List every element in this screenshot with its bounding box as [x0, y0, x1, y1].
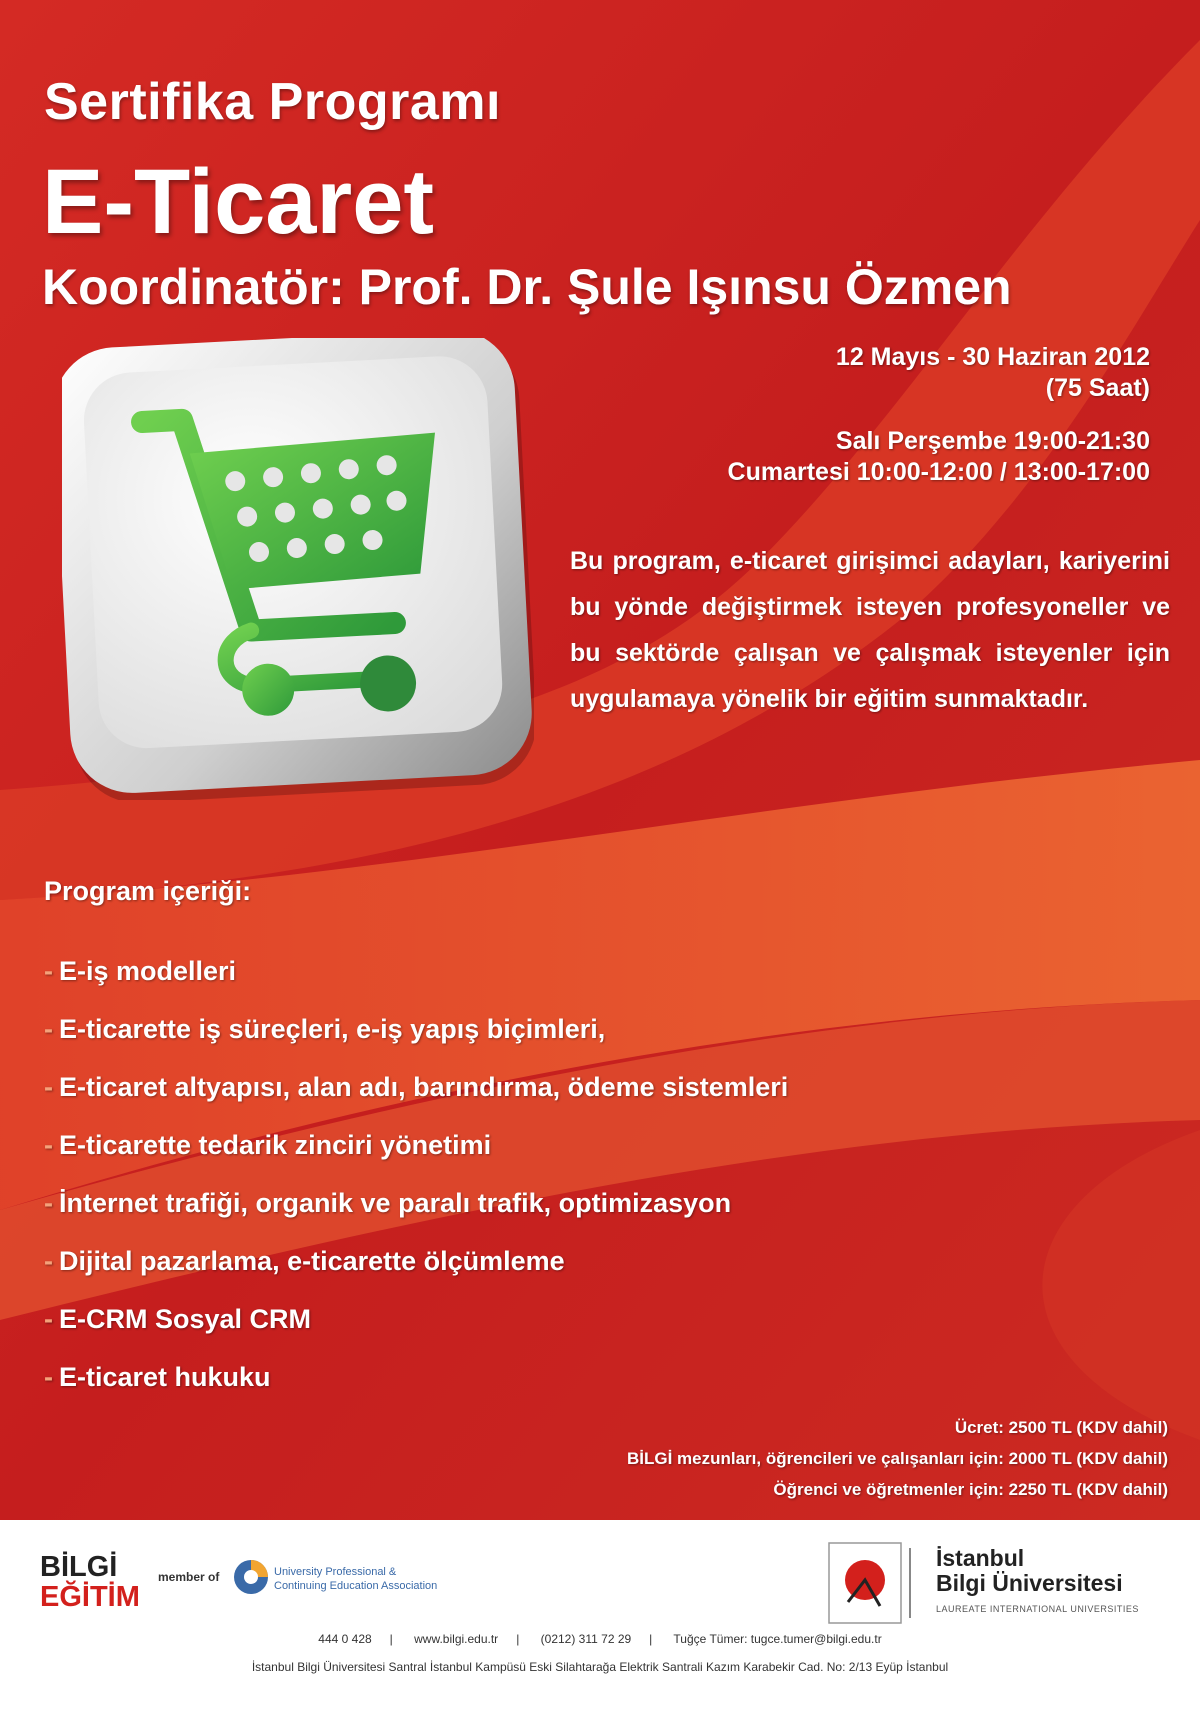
contact-line: 444 0 428 | www.bilgi.edu.tr | (0212) 311 72 29 | Tuğçe Tümer: tugce.tumer@bilgi.edu.tr [318, 1632, 882, 1646]
list-item: - E-ticaret hukuku [44, 1362, 271, 1392]
list-item: - E-ticaret altyapısı, alan adı, barındırma, ödeme sistemleri [44, 1072, 789, 1102]
ibu-emblem-icon [828, 1542, 920, 1624]
schedule-hours: (75 Saat) [1045, 374, 1150, 402]
member-of-label: member of [158, 1570, 220, 1584]
fees [408, 1412, 1168, 1505]
phone: 444 0 428 [318, 1632, 372, 1646]
list-item: - E-CRM Sosyal CRM [44, 1304, 312, 1334]
shopping-cart-icon [62, 338, 534, 800]
website-link[interactable]: www.bilgi.edu.tr [414, 1632, 499, 1646]
fee-bilgi: BİLGİ mezunları, öğrencileri ve çalışanları için: 2000 TL (KDV dahil) [626, 1449, 1168, 1468]
program-title: E-Ticaret [42, 151, 435, 253]
list-item: - E-ticarette iş süreçleri, e-iş yapış biçimleri, [44, 1014, 606, 1044]
association-name: University Professional & Continuing Education Association [274, 1566, 438, 1592]
ucpea-logo-icon [232, 1558, 270, 1596]
schedule-dates: 12 Mayıs - 30 Haziran 2012 [835, 343, 1150, 371]
list-item: - İnternet trafiği, organik ve paralı trafik, optimizasyon [44, 1188, 732, 1218]
program-type: Sertifika Programı [44, 73, 501, 131]
contact-email[interactable]: Tuğçe Tümer: tugce.tumer@bilgi.edu.tr [673, 1632, 882, 1646]
program-description: Bu program, e-ticaret girişimci adayları, kariyerini bu yönde değiştirmek isteyen profesyoneller ve bu sektörde çalışan ve çalışmak isteyenler için uygulamaya yönelik bir eğitim sunmaktadır. [570, 547, 1170, 713]
address: İstanbul Bilgi Üniversitesi Santral İstanbul Kampüsü Eski Silahtarağa Elektrik Santrali Kazım Karabekir Cad. No: 2/13 Eyüp İstanbul [251, 1660, 949, 1674]
fee-general: Ücret: 2500 TL (KDV dahil) [954, 1418, 1168, 1437]
schedule [590, 342, 1150, 488]
footer [0, 1520, 1200, 1716]
list-item: - E-ticarette tedarik zinciri yönetimi [44, 1130, 492, 1160]
list-item: - E-iş modelleri [44, 956, 237, 986]
fee-students: Öğrenci ve öğretmenler için: 2250 TL (KDV dahil) [773, 1480, 1168, 1499]
university-name: İstanbul Bilgi Üniversitesi [936, 1545, 1123, 1596]
schedule-saturday: Cumartesi 10:00-12:00 / 13:00-17:00 [727, 458, 1150, 486]
content-list [44, 955, 788, 1419]
university-subtitle: LAUREATE INTERNATIONAL UNIVERSITIES [936, 1604, 1139, 1614]
list-item: - Dijital pazarlama, e-ticarette ölçümleme [44, 1246, 565, 1276]
coordinator: Koordinatör: Prof. Dr. Şule Işınsu Özmen [42, 259, 1012, 315]
content-heading: Program içeriği: [44, 876, 252, 906]
schedule-weekday: Salı Perşembe 19:00-21:30 [835, 427, 1150, 455]
phone-secondary: (0212) 311 72 29 [540, 1632, 632, 1646]
bilgi-egitim-logo: BİLGİ EĞİTİM [40, 1551, 140, 1613]
